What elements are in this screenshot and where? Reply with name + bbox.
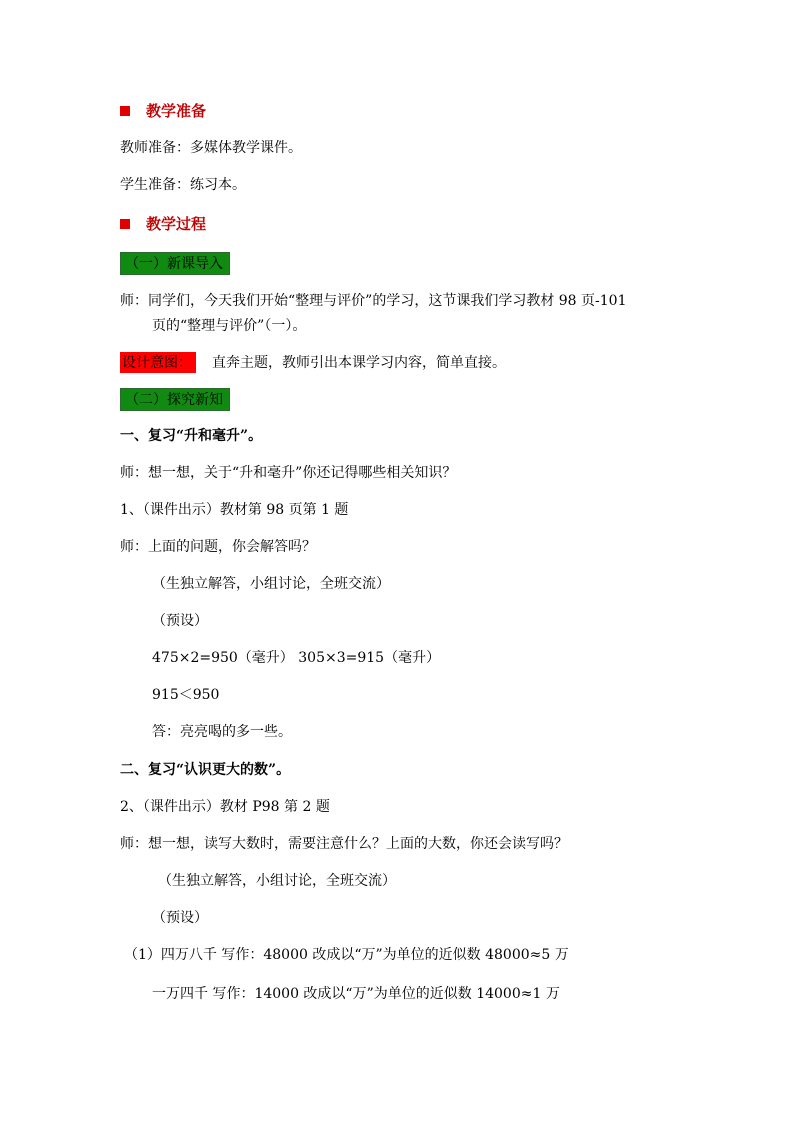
section-heading-prep — [120, 101, 206, 121]
item2-preset: （预设） — [152, 910, 208, 926]
item2-activity: （生独立解答，小组讨论，全班交流） — [158, 873, 396, 889]
design-intent-text: 直奔主题，教师引出本课学习内容，简单直接。 — [212, 355, 506, 371]
item2-example-1: （1）四万八千 写作：48000 改成以“万”为单位的近似数 48000≈5 万 — [124, 947, 569, 963]
item1-heading: 1、（课件出示）教材第 98 页第 1 题 — [120, 502, 349, 518]
section-title: 教学过程 — [146, 215, 207, 233]
design-intent-row — [120, 352, 506, 373]
student-prep-text: 学生准备：练习本。 — [120, 177, 246, 193]
square-bullet-icon — [120, 219, 130, 229]
part-label-new-lesson: （一）新课导入 — [120, 252, 230, 275]
item1-compare: 915＜950 — [152, 687, 220, 703]
item1-question: 师：上面的问题，你会解答吗？ — [120, 539, 316, 555]
intro-line-2: 页的“整理与评价”（一）。 — [152, 318, 307, 334]
intro-line-1: 师：同学们，今天我们开始“整理与评价”的学习，这节课我们学习教材 98 页-101 — [120, 293, 627, 309]
section-title: 教学准备 — [146, 102, 207, 120]
item1-calc: 475×2=950（毫升） 305×3=915（毫升） — [152, 650, 441, 666]
review1-question: 师：想一想，关于“升和毫升”你还记得哪些相关知识？ — [120, 465, 457, 481]
item1-preset: （预设） — [152, 613, 208, 629]
item2-heading: 2、（课件出示）教材 P98 第 2 题 — [120, 799, 330, 815]
part1-label-row — [120, 252, 230, 275]
teacher-prep-text: 教师准备：多媒体教学课件。 — [120, 140, 302, 156]
section-heading-process — [120, 214, 206, 234]
item2-example-2: 一万四千 写作：14000 改成以“万”为单位的近似数 14000≈1 万 — [152, 986, 560, 1002]
design-intent-label: 设计意图： — [120, 352, 196, 373]
item1-answer: 答：亮亮喝的多一些。 — [152, 724, 292, 740]
item2-question: 师：想一想，读写大数时，需要注意什么？上面的大数，你还会读写吗？ — [120, 836, 568, 852]
part-label-explore: （二）探究新知 — [120, 388, 230, 411]
part2-label-row — [120, 388, 230, 411]
review2-title: 二、复习“认识更大的数”。 — [120, 762, 291, 778]
review1-title: 一、复习“升和毫升”。 — [120, 428, 263, 444]
square-bullet-icon — [120, 106, 130, 116]
item1-activity: （生独立解答，小组讨论，全班交流） — [152, 576, 390, 592]
